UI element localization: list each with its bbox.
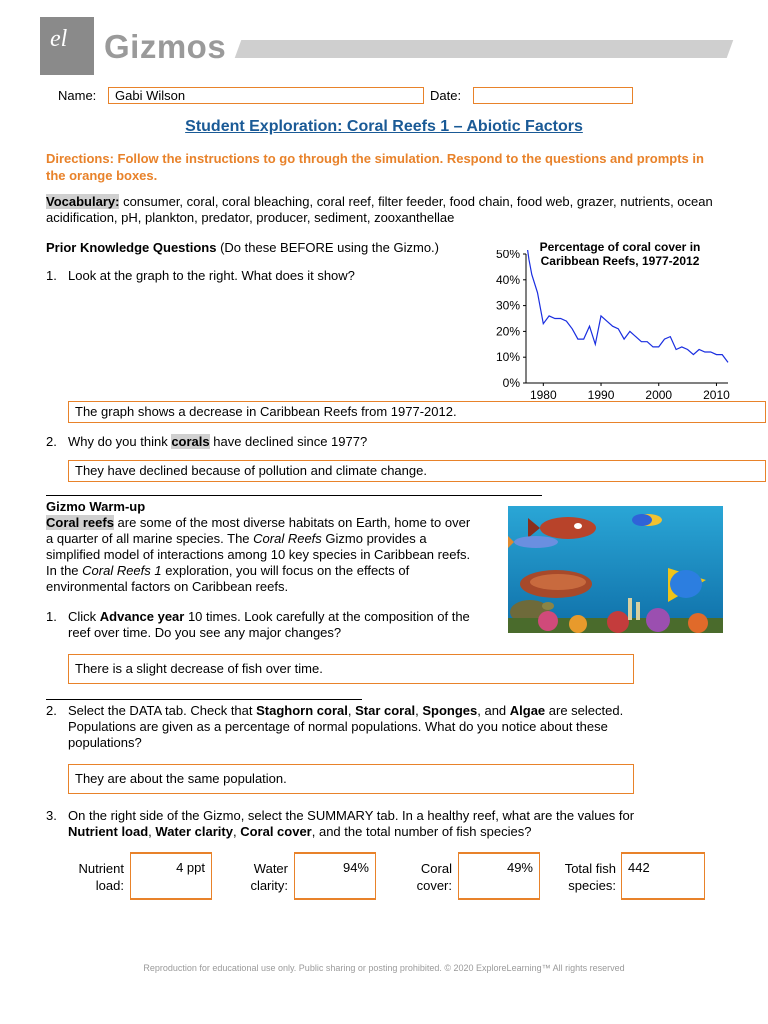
y-tick-label: 50% [495,250,520,261]
fish-species-field[interactable]: 442 [621,852,705,900]
prior-q2-text: Why do you think corals have declined since 1977? [68,434,368,449]
vocabulary-list: consumer, coral, coral bleaching, coral reef, filter feeder, food chain, food web, grazer, nutrients, ocean acidification, pH, plankton, predator, producer, sediment, zooxanthellae [46,194,713,225]
header-stripe [235,40,734,58]
y-tick-label: 10% [495,350,520,365]
blue-fish-icon [632,514,662,526]
x-tick-label: 1980 [529,388,557,402]
chart-title: Percentage of coral cover in Caribbean Reefs, 1977-2012 [539,240,701,268]
grouper-fish-icon-2 [520,570,592,598]
x-tick-label: 1990 [587,388,615,402]
water-clarity-label: Water clarity: [250,861,288,893]
warmup-q2-number: 2. [46,703,57,718]
x-tick-label: 2000 [645,388,673,402]
coral-cover-series-line [526,250,728,362]
prior-q2-number: 2. [46,434,57,449]
date-field[interactable] [473,87,633,104]
prior-q1-text: Look at the graph to the right. What does it show? [68,268,355,283]
nutrient-load-label: Nutrient load: [78,861,124,893]
brand-name: Gizmos [104,28,227,65]
prior-q1-answer[interactable]: The graph shows a decrease in Caribbean Reefs from 1977-2012. [68,401,766,423]
footer-copyright: Reproduction for educational use only. Public sharing or posting prohibited. © 2020 ExploreLearning™ All rights reserved [143,963,625,973]
prior-q1-number: 1. [46,268,57,283]
warmup-q2-answer[interactable]: They are about the same population. [68,764,634,794]
fish-species-label: Total fish species: [564,861,616,893]
el-logo-glyph: el [50,26,68,52]
prior-knowledge-heading: Prior Knowledge Questions (Do these BEFORE using the Gizmo.) [46,240,439,255]
warmup-q1-text: Click Advance year 10 times. Look carefully at the composition of the reef over time. Do you see any major changes? [68,609,470,640]
section-divider-2 [46,699,362,700]
page-title: Student Exploration: Coral Reefs 1 – Abiotic Factors [185,118,583,135]
vocabulary-text [46,194,736,226]
coral-cover-field[interactable]: 49% [458,852,540,900]
y-tick-label: 30% [495,298,520,313]
warmup-q3-text: On the right side of the Gizmo, select the SUMMARY tab. In a healthy reef, what are the values for Nutrient load, Water clarity, Coral cover, and the total number of fish species? [68,808,635,839]
warmup-paragraph: Coral reefs are some of the most diverse habitats on Earth, home to over a quarter of all marine species. The Coral Reefs Gizmo provides a simplified model of interactions among 10 key species in Caribbean reefs. In the Coral Reefs 1 exploration, you will focus on the effects of environmental factors on Caribbean reefs. [46,515,471,594]
nutrient-load-field[interactable]: 4 ppt [130,852,212,900]
water-clarity-field[interactable]: 94% [294,852,376,900]
y-tick-label: 20% [495,324,520,339]
y-tick-label: 40% [495,272,520,287]
vocabulary-label: Vocabulary: [46,194,120,209]
warmup-q1-answer[interactable]: There is a slight decrease of fish over time. [68,654,634,684]
warmup-q3-number: 3. [46,808,57,823]
warmup-q2-text: Select the DATA tab. Check that Staghorn coral, Star coral, Sponges, and Algae are selected. Populations are given as a percentage of normal populations. What do you notice about these populations? [68,703,624,750]
warmup-q1-number: 1. [46,609,57,624]
y-tick-label: 0% [502,376,520,390]
name-label: Name: [58,88,97,103]
coral-reef-image [508,506,723,633]
date-label: Date: [430,88,462,103]
prior-q2-answer[interactable]: They have declined because of pollution and climate change. [68,460,766,482]
section-divider [46,495,542,496]
directions-text: Directions: Follow the instructions to go through the simulation. Respond to the questions and prompts in the orange boxes. [46,151,704,183]
x-tick-label: 2010 [703,388,730,402]
coral-cover-chart [486,250,736,405]
coral-cover-label: Coral cover: [416,861,452,893]
warmup-heading: Gizmo Warm-up [46,499,146,514]
name-field[interactable]: Gabi Wilson [108,87,424,104]
